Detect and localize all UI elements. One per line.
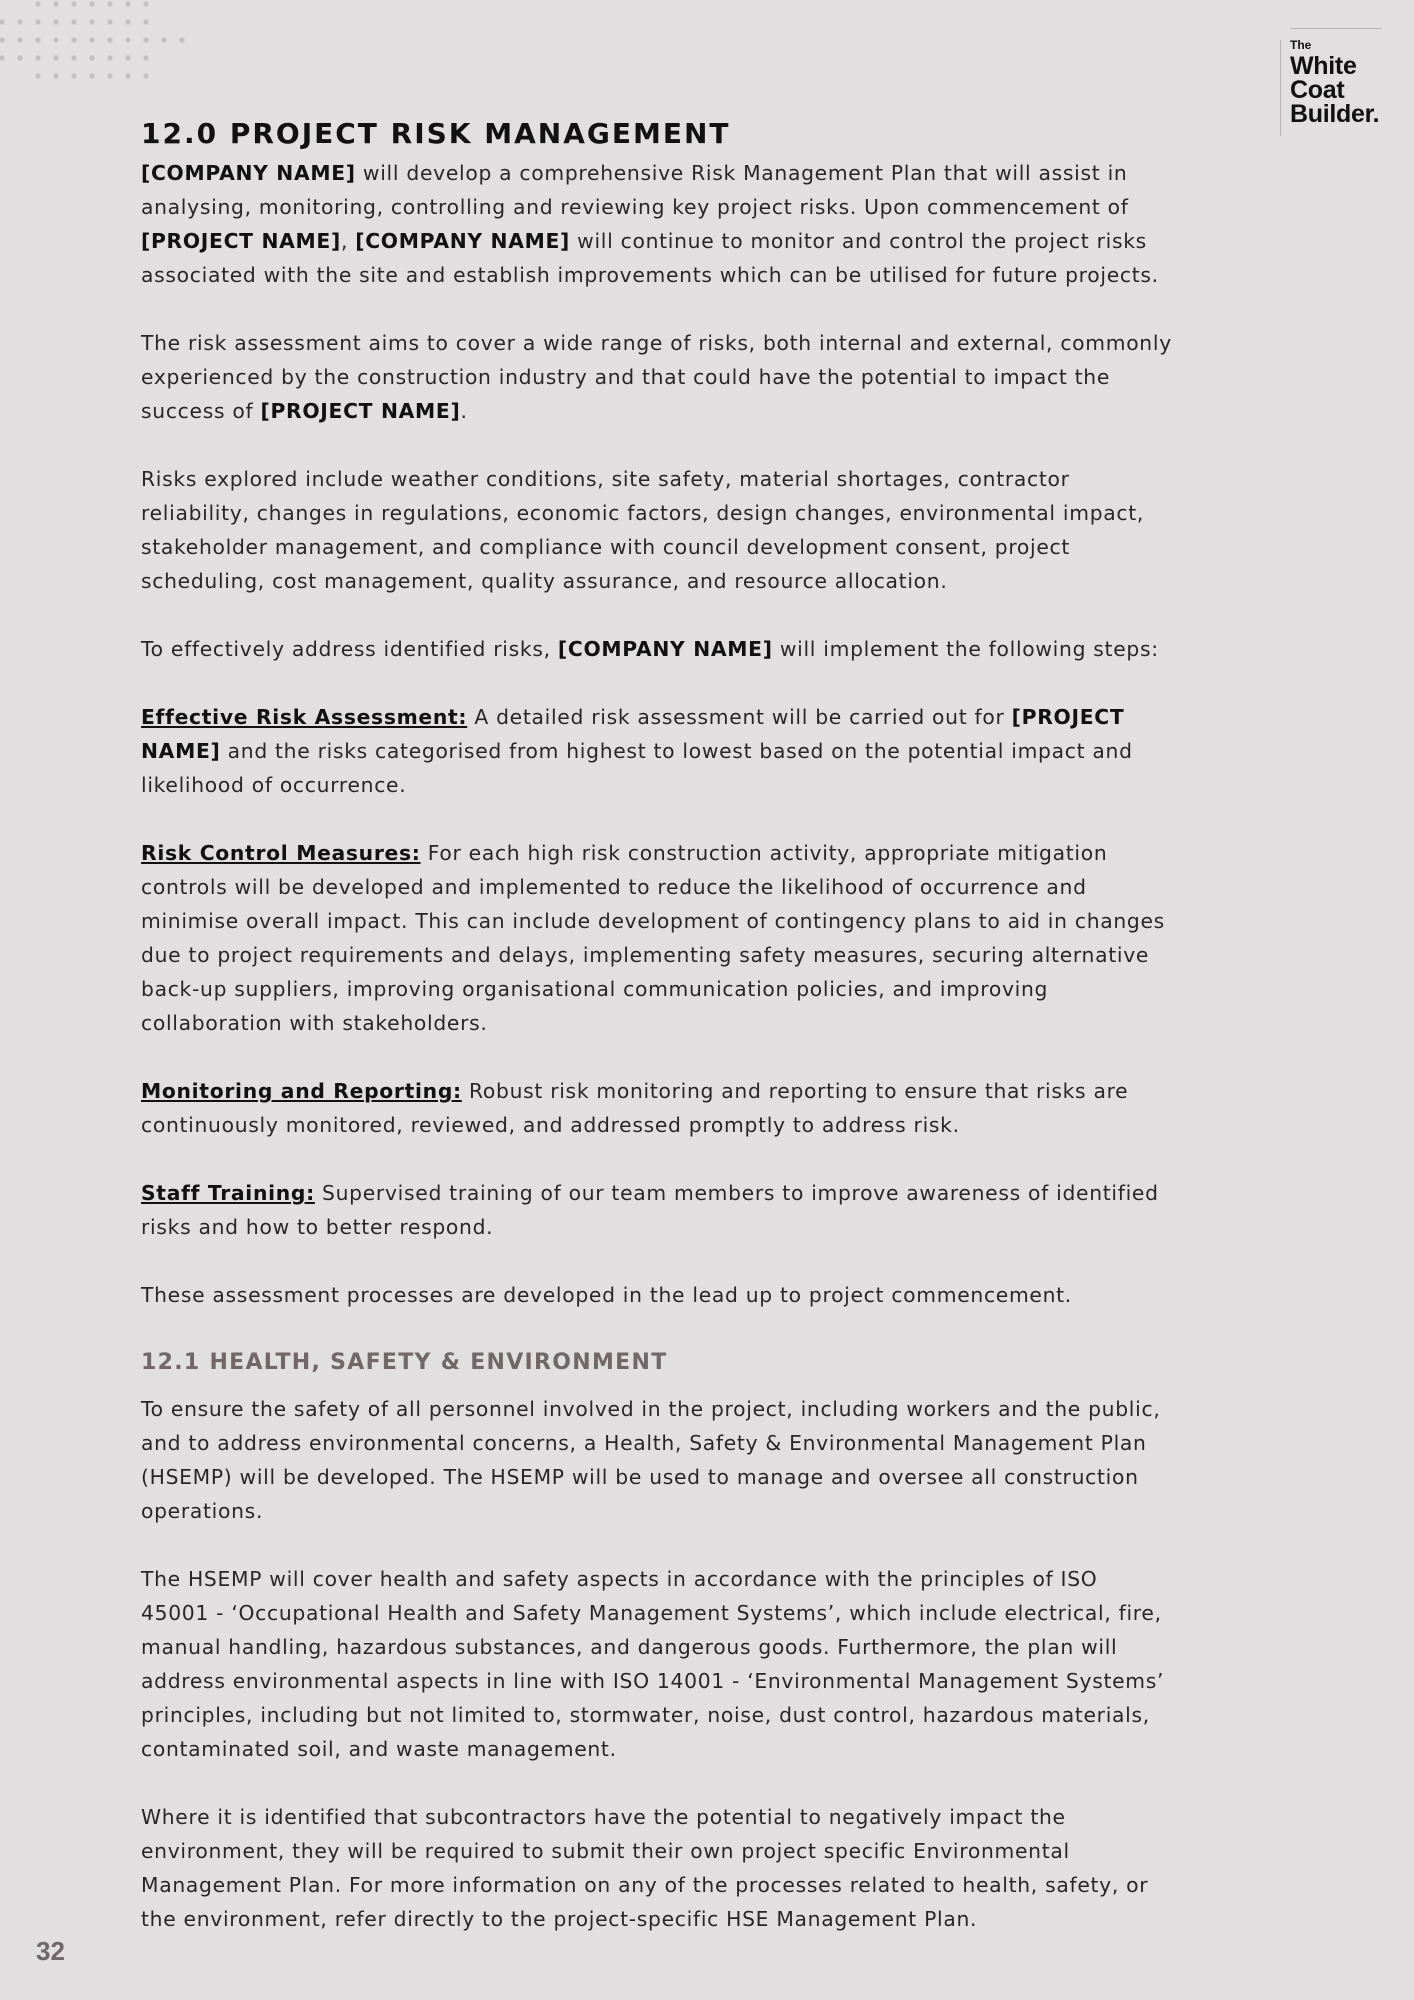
page-content xyxy=(141,112,1341,1936)
decorative-dot xyxy=(35,1,40,6)
monitoring-step: Monitoring and Reporting: Robust risk monitoring and reporting to ensure that risks are continuously monitored, reviewed, and addressed promptly to address risk. xyxy=(141,1079,1129,1137)
hsemp-intro-paragraph: To ensure the safety of all personnel involved in the project, including workers and the public, and to address environmental concerns, a Health, Safety & Environmental Management Plan (HSEMP) will be developed. The HSEMP will be used to manage and oversee all construction operations. xyxy=(141,1397,1161,1523)
decorative-dot xyxy=(107,1,112,6)
logo-word-white: White xyxy=(1290,52,1357,80)
decorative-dot-pattern xyxy=(0,0,200,90)
decorative-dot xyxy=(17,37,22,42)
decorative-dot xyxy=(125,19,130,24)
training-term: Staff Training: xyxy=(141,1181,315,1205)
decorative-dot xyxy=(71,55,76,60)
decorative-dot xyxy=(89,1,94,6)
page-number: 32 xyxy=(36,1936,65,1966)
intro-paragraph: [COMPANY NAME] will develop a comprehensive Risk Management Plan that will assist in analysing, monitoring, controlling and reviewing key project risks. Upon commencement of [PROJECT NAME], [COMPANY NAME] will continue to monitor and control the project risks associated with the site and establish improvements which can be utilised for future projects. xyxy=(141,161,1159,287)
decorative-dot xyxy=(71,1,76,6)
decorative-dot xyxy=(53,55,58,60)
decorative-dot xyxy=(143,55,148,60)
decorative-dot xyxy=(17,19,22,24)
risk-control-term: Risk Control Measures: xyxy=(141,841,421,865)
decorative-dot xyxy=(125,37,130,42)
decorative-dot xyxy=(125,1,130,6)
decorative-dot xyxy=(71,73,76,78)
steps-intro-paragraph: To effectively address identified risks, [COMPANY NAME] will implement the following steps: xyxy=(141,637,1159,661)
decorative-dot xyxy=(125,55,130,60)
decorative-dot xyxy=(107,19,112,24)
risk-assessment-step: Effective Risk Assessment: A detailed risk assessment will be carried out for [PROJECT NAME] and the risks categorised from highest to lowest based on the potential impact and likelihood of occurrence. xyxy=(141,705,1133,797)
decorative-dot xyxy=(35,37,40,42)
decorative-dot xyxy=(143,19,148,24)
subsection-title: 12.1 HEALTH, SAFETY & ENVIRONMENT xyxy=(141,1350,668,1375)
decorative-dot xyxy=(143,37,148,42)
decorative-dot xyxy=(0,37,5,42)
training-step: Staff Training: Supervised training of our team members to improve awareness of identified risks and how to better respond. xyxy=(141,1181,1159,1239)
subcontractor-paragraph: Where it is identified that subcontractors have the potential to negatively impact the environment, they will be required to submit their own project specific Environmental Management Plan. For more information on any of the processes related to health, safety, or the environment, refer directly to the project-specific HSE Management Plan. xyxy=(141,1805,1149,1931)
logo-word-coat: Coat xyxy=(1290,76,1345,104)
decorative-dot xyxy=(17,55,22,60)
logo-word-builder: Builder. xyxy=(1290,100,1380,128)
decorative-dot xyxy=(0,19,5,24)
decorative-dot xyxy=(53,73,58,78)
decorative-dot xyxy=(89,37,94,42)
decorative-dot xyxy=(107,73,112,78)
hsemp-scope-paragraph: The HSEMP will cover health and safety aspects in accordance with the principles of ISO 45001 - ‘Occupational Health and Safety Management Systems’, which include electrical, fire, manual handling, hazardous substances, and dangerous goods. Furthermore, the plan will address environmental aspects in line with ISO 14001 - ‘Environmental Management Systems’ principles, including but not limited to, stormwater, noise, dust control, hazardous materials, contaminated soil, and waste management. xyxy=(141,1567,1165,1761)
decorative-dot xyxy=(179,37,184,42)
decorative-dot xyxy=(89,73,94,78)
monitoring-term: Monitoring and Reporting: xyxy=(141,1079,462,1103)
section-title: 12.0 PROJECT RISK MANAGEMENT xyxy=(141,117,731,150)
decorative-dot xyxy=(53,19,58,24)
decorative-dot xyxy=(107,37,112,42)
decorative-dot xyxy=(35,73,40,78)
decorative-dot xyxy=(35,55,40,60)
decorative-dot xyxy=(89,19,94,24)
risk-assessment-term: Effective Risk Assessment: xyxy=(141,705,468,729)
decorative-dot xyxy=(143,73,148,78)
decorative-dot xyxy=(0,55,5,60)
logo-word-the: The xyxy=(1290,38,1312,52)
decorative-dot xyxy=(35,19,40,24)
closing-paragraph: These assessment processes are developed in the lead up to project commencement. xyxy=(141,1283,1072,1307)
decorative-dot xyxy=(53,1,58,6)
decorative-dot xyxy=(53,37,58,42)
risks-paragraph: Risks explored include weather conditions, site safety, material shortages, contractor reliability, changes in regulations, economic factors, design changes, environmental impact, stakeholder management, and compliance with council development consent, project scheduling, cost management, quality assurance, and resource allocation. xyxy=(141,467,1145,593)
risk-control-step: Risk Control Measures: For each high risk construction activity, appropriate mitigation controls will be developed and implemented to reduce the likelihood of occurrence and minimise overall impact. This can include development of contingency plans to aid in changes due to project requirements and delays, implementing safety measures, securing alternative back-up suppliers, improving organisational communication policies, and improving collaboration with stakeholders. xyxy=(141,841,1165,1035)
logo-top-rule xyxy=(1290,28,1382,29)
decorative-dot xyxy=(89,55,94,60)
decorative-dot xyxy=(143,1,148,6)
scope-paragraph: The risk assessment aims to cover a wide range of risks, both internal and external, commonly experienced by the construction industry and that could have the potential to impact the success of [PROJECT NAME]. xyxy=(141,331,1172,423)
decorative-dot xyxy=(71,37,76,42)
decorative-dot xyxy=(71,19,76,24)
decorative-dot xyxy=(125,73,130,78)
decorative-dot xyxy=(107,55,112,60)
decorative-dot xyxy=(161,37,166,42)
